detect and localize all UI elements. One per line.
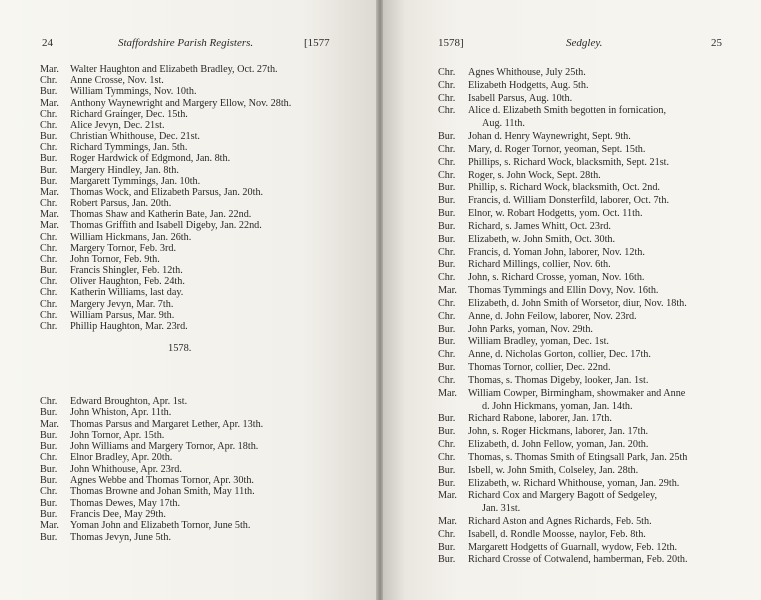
register-entry [438,221,688,234]
entry-text: Christian Whithouse, Dec. 21st. [70,131,200,143]
entry-text: John Parks, yoman, Nov. 29th. [468,323,593,335]
entry-type-code: Bur. [438,362,456,374]
register-entry [40,509,263,520]
register-entry [40,299,291,310]
page-number: 24 [42,37,53,49]
entry-type-code: Chr. [438,272,456,284]
entry-text: Anne, d. John Feilow, laborer, Nov. 23rd. [468,310,637,322]
register-entry [438,465,688,478]
register-entry [40,452,263,463]
register-entry [438,349,688,362]
register-entry [438,362,688,375]
register-entry [40,265,291,276]
entry-type-code: Chr. [40,75,58,87]
entry-text: Margarett Hodgetts of Guarnall, wydow, Feb. 12th. [468,541,678,553]
entry-type-code: Bur. [40,175,58,187]
entry-text: Francis Dee, May 29th. [70,508,166,520]
register-entry [40,64,291,75]
register-entry [40,310,291,321]
entry-type-code: Chr. [40,276,58,288]
register-entry [438,426,688,439]
entry-text: Thomas Jevyn, June 5th. [70,531,172,543]
entry-type-code [438,401,468,414]
entry-type-code: Chr. [438,528,456,540]
entry-type-code: Bur. [40,429,58,441]
entry-type-code: Bur. [438,323,456,335]
entry-type-code: Chr. [438,310,456,322]
entry-text: Agnes Whithouse, July 25th. [468,67,586,78]
entry-type-code: Bur. [40,131,58,143]
entry-type-code: Chr. [438,349,456,361]
entry-text: Alice Jevyn, Dec. 21st. [70,119,165,131]
entry-text: Richard Cox and Margery Bagott of Sedgeley, [468,490,657,502]
entry-type-code: Bur. [40,497,58,509]
entry-text: Johan d. Henry Waynewright, Sept. 9th. [468,131,631,143]
register-entry [40,232,291,243]
entry-text: Elizabeth, w. Richard Whithouse, yoman, Jan. 29th. [468,477,680,489]
register-entry [40,243,291,254]
register-entry [40,98,291,109]
entry-text: Thomas, s. Thomas Smith of Etingsall Park, Jan. 25th [468,451,688,463]
entry-text: Margery Hindley, Jan. 8th. [70,164,179,176]
register-entry [40,142,291,153]
register-entry [40,396,263,407]
entry-text: John Tornor, Apr. 15th. [70,429,165,441]
entry-type-code: Mar. [438,490,457,502]
entry-type-code: Chr. [438,439,456,451]
entry-text: Richard, s. James Whitt, Oct. 23rd. [468,220,611,232]
entry-text: Oliver Haughton, Feb. 24th. [70,276,185,288]
entry-text: Isabell, d. Rondle Moosse, naylor, Feb. 8th. [468,528,646,540]
entry-type-code: Chr. [40,231,58,243]
entry-type-code: Bur. [40,441,58,453]
register-entry [40,464,263,475]
entry-text: Elizabeth, d. John Fellow, yoman, Jan. 20th. [468,439,649,451]
entry-text: Francis, d. William Donsterfild, laborer, Oct. 7th. [468,195,670,207]
register-entry [438,157,688,170]
register-entry [438,516,688,529]
entry-text: William Hickmans, Jan. 26th. [70,231,192,243]
register-entry [438,67,688,80]
entry-type-code: Chr. [40,287,58,299]
entry-text: Margery Tornor, Feb. 3rd. [70,242,177,254]
register-entries [40,396,263,543]
entry-type-code: Bur. [40,265,58,277]
entry-text: Phillip, s. Richard Wock, blacksmith, Oct. 2nd. [468,182,660,194]
year-marker: 1578] [438,37,464,49]
entry-type-code: Chr. [40,320,58,332]
left-page [0,0,378,600]
entry-type-code: Chr. [40,242,58,254]
entry-text: Anthony Waynewright and Margery Ellow, Nov. 28th. [70,97,292,109]
register-entry [40,120,291,131]
register-entry [40,209,291,220]
year-marker: [1577 [304,37,330,49]
entry-text: Katherin Williams, last day. [70,287,184,299]
entry-text: Francis Shingler, Feb. 12th. [70,265,183,277]
register-entry [438,298,688,311]
register-entry [438,182,688,195]
register-entry [438,503,688,516]
register-entry [40,441,263,452]
entry-text: Aug. 11th. [482,118,525,130]
register-entry [438,542,688,555]
register-entry [40,475,263,486]
entry-text: Anne, d. Nicholas Gorton, collier, Dec. 17th. [468,349,651,361]
register-entry [438,105,688,118]
entry-text: Thomas Griffith and Isabell Digeby, Jan. 22nd. [70,220,262,232]
entry-type-code: Mar. [40,186,59,198]
entry-type-code: Bur. [438,220,456,232]
entry-type-code: Bur. [40,86,58,98]
register-entries [438,67,688,567]
entry-type-code: Bur. [438,426,456,438]
entry-text: William Bradley, yoman, Dec. 1st. [468,336,609,348]
entry-text: John Whiston, Apr. 11th. [70,407,172,419]
entry-text: Elizabeth, d. John Smith of Worsetor, diur, Nov. 18th. [468,297,687,309]
entry-type-code: Bur. [438,477,456,489]
entry-text: Jan. 31st. [482,503,521,515]
entry-type-code: Chr. [40,452,58,464]
section-year: 1578. [168,343,192,354]
entry-type-code: Bur. [40,531,58,543]
entry-type-code: Chr. [438,79,456,91]
entry-type-code: Chr. [40,309,58,321]
register-entry [40,165,291,176]
entry-text: Thomas Shaw and Katherin Bate, Jan. 22nd. [70,209,252,221]
entry-type-code: Chr. [438,67,456,78]
entry-text: Anne Crosse, Nov. 1st. [70,75,164,87]
entry-type-code: Bur. [40,463,58,475]
register-entry [438,401,688,414]
entry-type-code: Mar. [40,418,59,430]
register-entry [40,419,263,430]
entry-text: William Cowper, Birmingham, showmaker and Anne [468,387,686,399]
register-entry [438,490,688,503]
register-entry [40,486,263,497]
entry-text: Yoman John and Elizabeth Tornor, June 5th. [70,520,251,532]
page-title: Sedgley. [566,37,603,49]
entry-type-code: Chr. [438,451,456,463]
register-entry [438,170,688,183]
register-entry [438,234,688,247]
entry-text: Thomas, s. Thomas Digeby, looker, Jan. 1st. [468,374,649,386]
entry-text: John Tornor, Feb. 9th. [70,253,160,265]
entry-type-code: Bur. [40,407,58,419]
entry-text: Phillips, s. Richard Wock, blacksmith, Sept. 21st. [468,156,670,168]
entry-text: Elizabeth, w. John Smith, Oct. 30th. [468,233,616,245]
entry-text: Mary, d. Roger Tornor, yeoman, Sept. 15th. [468,143,646,155]
register-entry [438,478,688,491]
entry-text: Edward Broughton, Apr. 1st. [70,396,188,407]
page-title: Staffordshire Parish Registers. [118,37,254,49]
entry-type-code: Bur. [438,208,456,220]
entry-text: Phillip Haughton, Mar. 23rd. [70,320,188,332]
entry-type-code: Mar. [40,97,59,109]
entry-type-code: Bur. [438,336,456,348]
register-entry [40,153,291,164]
entry-text: Richard Aston and Agnes Richards, Feb. 5th. [468,515,652,527]
register-entry [438,439,688,452]
entry-type-code: Chr. [438,297,456,309]
entry-type-code: Bur. [40,153,58,165]
entry-type-code: Bur. [438,195,456,207]
entry-text: Thomas Tornor, collier, Dec. 22nd. [468,362,611,374]
register-entry [40,407,263,418]
entry-type-code: Bur. [40,164,58,176]
register-entry [438,195,688,208]
entry-type-code: Bur. [438,541,456,553]
register-entry [40,430,263,441]
entry-type-code: Mar. [438,285,457,297]
entry-type-code: Chr. [438,374,456,386]
register-entry [438,336,688,349]
entry-type-code: Mar. [438,515,457,527]
register-entry [40,86,291,97]
entry-type-code: Chr. [40,396,58,407]
register-entry [40,131,291,142]
entry-type-code: Chr. [40,486,58,498]
entry-text: Isabell Parsus, Aug. 10th. [468,92,573,104]
entry-text: d. John Hickmans, yoman, Jan. 14th. [482,400,633,412]
entry-text: Richard Millings, collier, Nov. 6th. [468,259,611,271]
entry-type-code: Mar. [40,209,59,221]
register-entry [438,247,688,260]
entry-text: Agnes Webbe and Thomas Tornor, Apr. 30th. [70,475,254,487]
entry-text: Walter Haughton and Elizabeth Bradley, Oct. 27th. [70,64,278,75]
entry-type-code: Chr. [438,92,456,104]
entry-text: Isbell, w. John Smith, Colseley, Jan. 28th. [468,464,639,476]
register-entry [40,220,291,231]
entry-type-code: Bur. [40,508,58,520]
right-page-header [383,37,761,53]
entry-text: Thomas Dewes, May 17th. [70,497,181,509]
register-entry [40,187,291,198]
register-entry [40,321,291,332]
entry-text: Margarett Tymmings, Jan. 10th. [70,175,201,187]
register-entry [40,198,291,209]
entry-text: Roger, s. John Wock, Sept. 28th. [468,169,601,181]
entry-type-code: Bur. [438,259,456,271]
entry-type-code: Mar. [438,387,457,399]
register-entry [40,254,291,265]
entry-type-code [438,118,468,131]
register-entry [438,93,688,106]
register-entry [40,498,263,509]
register-entry [438,388,688,401]
register-entry [40,75,291,86]
register-entry [40,276,291,287]
register-entry [438,131,688,144]
entry-text: Alice d. Elizabeth Smith begotten in fornication, [468,105,667,117]
entry-type-code: Chr. [40,142,58,154]
register-entry [438,452,688,465]
entry-text: John Williams and Margery Tornor, Apr. 18th. [70,441,259,453]
entry-type-code: Chr. [438,246,456,258]
entry-type-code: Chr. [438,143,456,155]
entry-text: William Parsus, Mar. 9th. [70,309,175,321]
entry-text: Robert Parsus, Jan. 20th. [70,198,172,210]
entry-type-code: Chr. [40,298,58,310]
entry-type-code: Bur. [438,554,456,566]
register-entry [438,118,688,131]
register-entries [40,64,291,332]
register-entry [438,272,688,285]
register-entry [438,144,688,157]
entry-text: Richard Rabone, laborer, Jan. 17th. [468,413,612,425]
entry-text: Thomas Parsus and Margaret Lether, Apr. 13th. [70,418,264,430]
entry-text: Thomas Wock, and Elizabeth Parsus, Jan. 20th. [70,186,264,198]
entry-type-code: Mar. [40,220,59,232]
entry-text: Elnor Bradley, Apr. 20th. [70,452,173,464]
register-entry [438,554,688,567]
entry-text: Richard Crosse of Cotwalend, hamberman, Feb. 20th. [468,554,688,566]
right-page [383,0,761,600]
register-entry [438,259,688,272]
entry-text: Elizabeth Hodgetts, Aug. 5th. [468,79,589,91]
entry-text: Francis, d. Yoman John, laborer, Nov. 12th. [468,246,645,258]
entry-text: Elnor, w. Robart Hodgetts, yom. Oct. 11th. [468,208,643,220]
entry-type-code: Bur. [438,233,456,245]
register-entry [438,529,688,542]
register-entry [40,520,263,531]
page-number: 25 [711,37,722,49]
entry-type-code [438,503,468,516]
left-page-header [0,37,378,53]
entry-type-code: Chr. [438,169,456,181]
entry-text: William Tymmings, Nov. 10th. [70,86,197,98]
entry-type-code: Mar. [40,64,59,75]
entry-type-code: Bur. [438,182,456,194]
entry-type-code: Chr. [438,105,456,117]
register-entry [40,176,291,187]
register-entry [438,208,688,221]
entry-type-code: Chr. [438,156,456,168]
register-entry [438,80,688,93]
entry-type-code: Chr. [40,253,58,265]
entry-text: Margery Jevyn, Mar. 7th. [70,298,174,310]
entry-type-code: Bur. [438,131,456,143]
register-entry [438,375,688,388]
entry-text: Thomas Browne and Johan Smith, May 11th. [70,486,255,498]
entry-type-code: Chr. [40,108,58,120]
register-entry [438,413,688,426]
entry-type-code: Bur. [438,413,456,425]
register-entry [438,285,688,298]
register-entry [40,532,263,543]
register-entry [40,287,291,298]
entry-text: Richard Tymmings, Jan. 5th. [70,142,188,154]
entry-text: John Whithouse, Apr. 23rd. [70,463,182,475]
entry-text: John, s. Richard Crosse, yoman, Nov. 16th. [468,272,645,284]
entry-type-code: Bur. [438,464,456,476]
entry-type-code: Chr. [40,119,58,131]
register-entry [438,311,688,324]
entry-text: John, s. Roger Hickmans, laborer, Jan. 17th. [468,426,649,438]
entry-type-code: Bur. [40,475,58,487]
register-entry [438,324,688,337]
register-entry [40,109,291,120]
entry-type-code: Mar. [40,520,59,532]
entry-text: Richard Grainger, Dec. 15th. [70,108,188,120]
entry-type-code: Chr. [40,198,58,210]
entry-text: Thomas Tymmings and Ellin Dovy, Nov. 16th. [468,285,659,297]
entry-text: Roger Hardwick of Edgmond, Jan. 8th. [70,153,231,165]
